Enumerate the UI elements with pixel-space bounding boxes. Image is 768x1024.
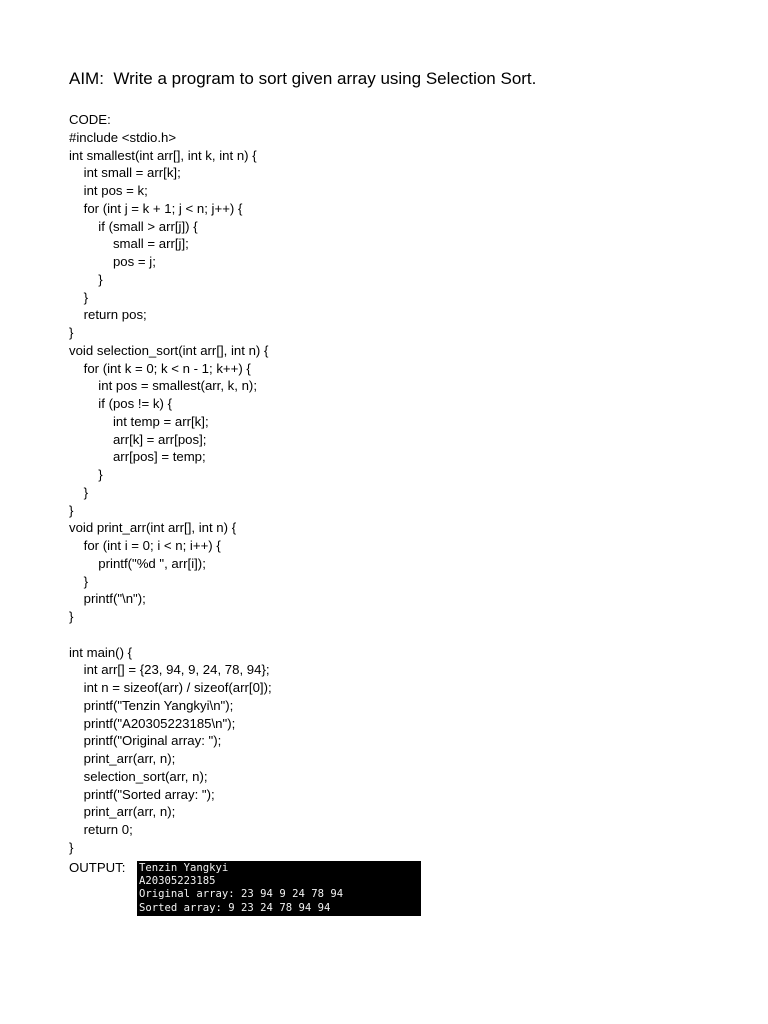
code-line: print_arr(arr, n); <box>69 804 176 820</box>
code-line: int pos = k; <box>69 183 148 198</box>
code-line: } <box>69 271 103 287</box>
code-line: } <box>69 609 74 624</box>
code-line <box>69 626 272 644</box>
console-output-screenshot <box>137 861 421 916</box>
code-line: arr[pos] = temp; <box>69 449 206 465</box>
code-line: arr[k] = arr[pos]; <box>69 431 207 447</box>
code-line: printf("A20305223185\n"); <box>69 715 236 731</box>
code-line: small = arr[j]; <box>69 236 189 252</box>
code-line: printf("%d ", arr[i]); <box>69 555 206 571</box>
code-line: int small = arr[k]; <box>69 165 181 181</box>
code-line: int pos = smallest(arr, k, n); <box>69 378 257 394</box>
code-line: return 0; <box>69 822 133 837</box>
aim-heading: AIM: Write a program to sort given array using Selection Sort. <box>69 69 537 88</box>
code-line: } <box>69 484 89 500</box>
code-line: } <box>69 467 103 482</box>
code-block <box>69 111 272 857</box>
code-label: CODE: <box>69 112 111 127</box>
code-line: if (pos != k) { <box>69 396 172 411</box>
code-line: printf("Tenzin Yangkyi\n"); <box>69 697 234 713</box>
console-line: A20305223185 <box>139 875 216 888</box>
code-line: void selection_sort(int arr[], int n) { <box>69 342 269 358</box>
code-line: int main() { <box>69 644 133 660</box>
code-line: print_arr(arr, n); <box>69 751 176 766</box>
code-line: printf("Original array: "); <box>69 733 222 749</box>
code-line: int temp = arr[k]; <box>69 413 209 429</box>
code-line: for (int i = 0; i < n; i++) { <box>69 538 221 553</box>
code-line: } <box>69 839 74 855</box>
code-line: int smallest(int arr[], int k, int n) { <box>69 147 257 163</box>
code-line: int n = sizeof(arr) / sizeof(arr[0]); <box>69 680 272 695</box>
code-line: pos = j; <box>69 254 156 269</box>
code-line: } <box>69 573 89 589</box>
code-line: if (small > arr[j]) { <box>69 218 198 234</box>
code-line: for (int k = 0; k < n - 1; k++) { <box>69 360 251 376</box>
console-line: Original array: 23 94 9 24 78 94 <box>139 888 344 901</box>
code-line: printf("\n"); <box>69 591 146 607</box>
code-line: #include <stdio.h> <box>69 129 177 145</box>
output-label: OUTPUT: <box>69 860 126 875</box>
code-line: } <box>69 502 74 518</box>
code-line: int arr[] = {23, 94, 9, 24, 78, 94}; <box>69 662 270 678</box>
code-line: selection_sort(arr, n); <box>69 768 208 784</box>
code-line: return pos; <box>69 307 147 323</box>
code-line: printf("Sorted array: "); <box>69 786 215 802</box>
console-line: Tenzin Yangkyi <box>139 862 229 874</box>
console-line: Sorted array: 9 23 24 78 94 94 <box>139 901 331 914</box>
code-line: void print_arr(int arr[], int n) { <box>69 520 237 536</box>
code-line: } <box>69 325 74 340</box>
code-line: } <box>69 289 89 305</box>
code-line: for (int j = k + 1; j < n; j++) { <box>69 200 243 216</box>
